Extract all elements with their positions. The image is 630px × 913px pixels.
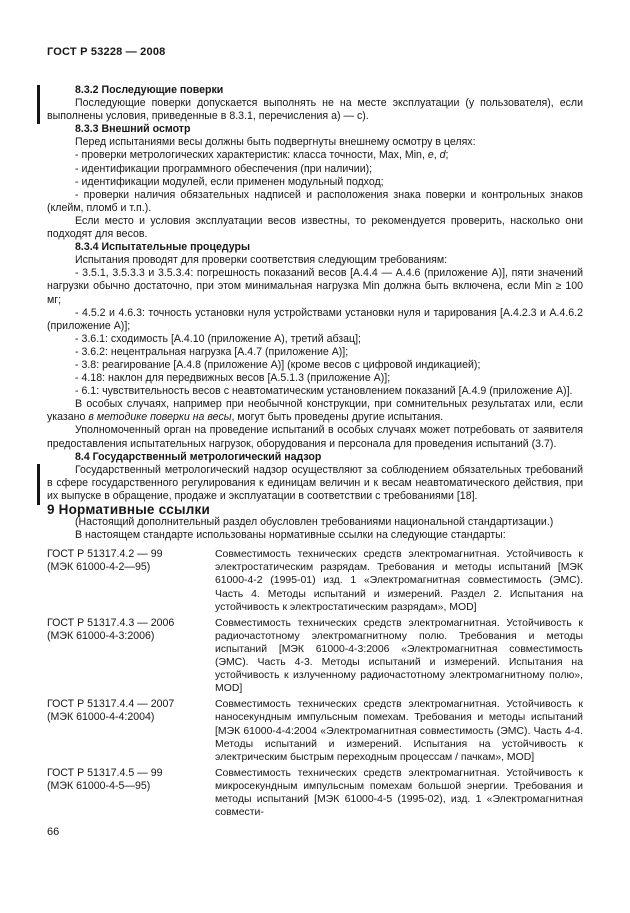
iec-code: (МЭК 61000-4-5—95) (47, 779, 151, 792)
reference-item (47, 617, 583, 696)
paragraph-text: В особых случаях, например при необычной конструкции, при сомнительных результатах или, если указано (47, 398, 583, 424)
italic-phrase-verification-method: в методике поверки на весы (88, 411, 232, 424)
list-item-software-identification: - идентификации программного обеспечения (при наличии); (75, 162, 373, 175)
reference-description: Совместимость технических средств электромагнитная. Устойчивость к микросекундным импульсным помехам большой энергии. Требования и методы испытаний [МЭК 61000-4-5 (1995-02), изд. 1 «Электромагнитная совмести- (215, 767, 583, 819)
list-item-mandatory-markings: - проверки наличия обязательных надписей и расположения знака поверки и контрольных знаков (клейм, пломб и т.п.). (47, 188, 583, 214)
reference-description: Совместимость технических средств электромагнитная. Устойчивость к электростатическим разрядам. Требования и методы испытаний [МЭК 61000-4-2 (1995-01) изд. 1 «Электромагнитная совместимость (ЭМС). Часть 4. Методы испытаний и измерений. Раздел 2. Испытания на устойчивость к электростатическим разрядам», MOD] (215, 549, 583, 613)
normative-references-list (47, 548, 583, 819)
italic-symbol-e: e (427, 149, 434, 162)
reference-code (47, 617, 215, 696)
reference-description: Совместимость технических средств электромагнитная. Устойчивость к наносекундным импульсным помехам. Требования и методы испытаний [МЭК 61000-4-4:2004 «Электромагнитная совместимость (ЭМС). Часть 4-4. Методы испытаний и измерений. Испытания на устойчивость к электрическим быстрым переходным процессам / пачкам», MOD] (215, 699, 583, 763)
paragraph-special-cases (47, 398, 583, 424)
reference-code (47, 698, 215, 763)
paragraph-section9-note: (Настоящий дополнительный раздел обусловлен требованиями национальной стандартизации.) (75, 516, 554, 529)
list-item-eccentric-loading: - 3.6.2: нецентральная нагрузка [А.4.7 (приложение А)]; (75, 345, 349, 358)
paragraph-section9-intro: В настоящем стандарте использованы нормативные ссылки на следующие стандарты: (75, 529, 506, 542)
iec-code: (МЭК 61000-4-3:2006) (47, 629, 155, 642)
list-item-zero-setting-accuracy: - 4.5.2 и 4.6.3: точность установки нуля устройствами установки нуля и тарирования [А.4.2.3 и А.4.6.2 (приложение А)]; (47, 306, 583, 332)
reference-code (47, 767, 215, 819)
paragraph-state-metrological-supervision: Государственный метрологический надзор осуществляют за соблюдением обязательных требований в сфере государственного регулирования к единицам величин и к весам неавтоматического действия, при их выпуске в обращение, продаже и эксплуатации в соответствии с требованиями [18]. (47, 463, 583, 502)
paragraph-text: , могут быть проведены другие испытания. (231, 411, 444, 424)
change-bar (37, 464, 40, 505)
section-heading-9: 9 Нормативные ссылки (47, 502, 210, 517)
gost-code: ГОСТ Р 51317.4.4 — 2007 (47, 698, 175, 711)
subsection-heading-8-4: 8.4 Государственный метрологический надзор (75, 450, 322, 463)
subsection-heading-8-3-2: 8.3.2 Последующие поверки (75, 84, 224, 96)
gost-code: ГОСТ Р 51317.4.2 — 99 (47, 548, 163, 561)
paragraph-test-procedures-intro: Испытания проводят для проверки соответствия следующим требованиям: (75, 254, 448, 267)
list-item-discrimination: - 3.8: реагирование [А.4.8 (приложение А)] (кроме весов с цифровой индикацией); (75, 358, 481, 371)
list-item-tilting: - 4.18: наклон для передвижных весов [А.5.1.3 (приложение А)]; (75, 372, 391, 385)
gost-code: ГОСТ Р 51317.4.3 — 2006 (47, 616, 175, 629)
paragraph-external-inspection-intro: Перед испытаниями весы должны быть подвергнуты внешнему осмотру в целях: (75, 136, 476, 149)
paragraph-subsequent-verifications: Последующие поверки допускается выполнять не на месте эксплуатации (у пользователя), если выполнены условия, приведенные в 8.3.1, перечисления а) — с). (47, 97, 583, 123)
standard-number-header: ГОСТ Р 53228 — 2008 (47, 46, 166, 58)
list-item-indication-error: - 3.5.1, 3.5.3.3 и 3.5.3.4: погрешность показаний весов [А.4.4 — А.4.6 (приложение А)], пяти значений нагрузки обычно достаточно, при этом минимальная нагрузка Min должна быть включена, если Min ≥ 100 мг; (47, 267, 583, 306)
iec-code: (МЭК 61000-4-2—95) (47, 561, 151, 574)
list-item-repeatability: - 3.6.1: сходимость [А.4.10 (приложение А), третий абзац]; (75, 332, 362, 345)
iec-code: (МЭК 61000-4-4:2004) (47, 711, 155, 724)
subsection-heading-8-3-4: 8.3.4 Испытательные процедуры (75, 241, 251, 254)
change-bar (37, 85, 40, 124)
reference-description: Совместимость технических средств электромагнитная. Устойчивость к радиочастотному электромагнитному полю. Требования и методы испытаний [МЭК 61000-4-3:2006 «Электромагнитная совместимость (ЭМС). Часть 4-3. Методы испытаний и измерений. Испытания на устойчивость к излученному радиочастотному электромагнитному полю», MOD] (215, 617, 583, 695)
reference-item (47, 767, 583, 819)
paragraph-operating-conditions: Если место и условия эксплуатации весов известны, то рекомендуется проверить, насколько они подходят для весов. (47, 214, 583, 241)
doc-content (47, 84, 583, 822)
reference-item (47, 698, 583, 763)
list-item-text: - проверки метрологических характеристик: класса точности, Max, Min, (75, 149, 428, 162)
page-number: 66 (47, 826, 60, 838)
gost-code: ГОСТ Р 51317.4.5 — 99 (47, 766, 163, 779)
reference-code (47, 548, 215, 613)
list-item-text: , (433, 149, 440, 162)
list-item-text: ; (445, 149, 449, 162)
subsection-heading-8-3-3: 8.3.3 Внешний осмотр (75, 123, 191, 136)
list-item-metrological-characteristics (47, 149, 583, 162)
list-item-module-identification: - идентификации модулей, если применен модульный подход; (75, 175, 384, 188)
reference-item (47, 548, 583, 613)
italic-symbol-d: d (439, 149, 446, 162)
paragraph-authorized-body: Уполномоченный орган на проведение испытаний в особых случаях может потребовать от заявителя предоставления испытательных нагрузок, оборудования и персонала для проведения испытаний (3.7). (47, 424, 583, 450)
list-item-sensitivity: - 6.1: чувствительность весов с неавтоматическим установлением показаний [А.4.9 (приложение А)]. (75, 385, 573, 398)
